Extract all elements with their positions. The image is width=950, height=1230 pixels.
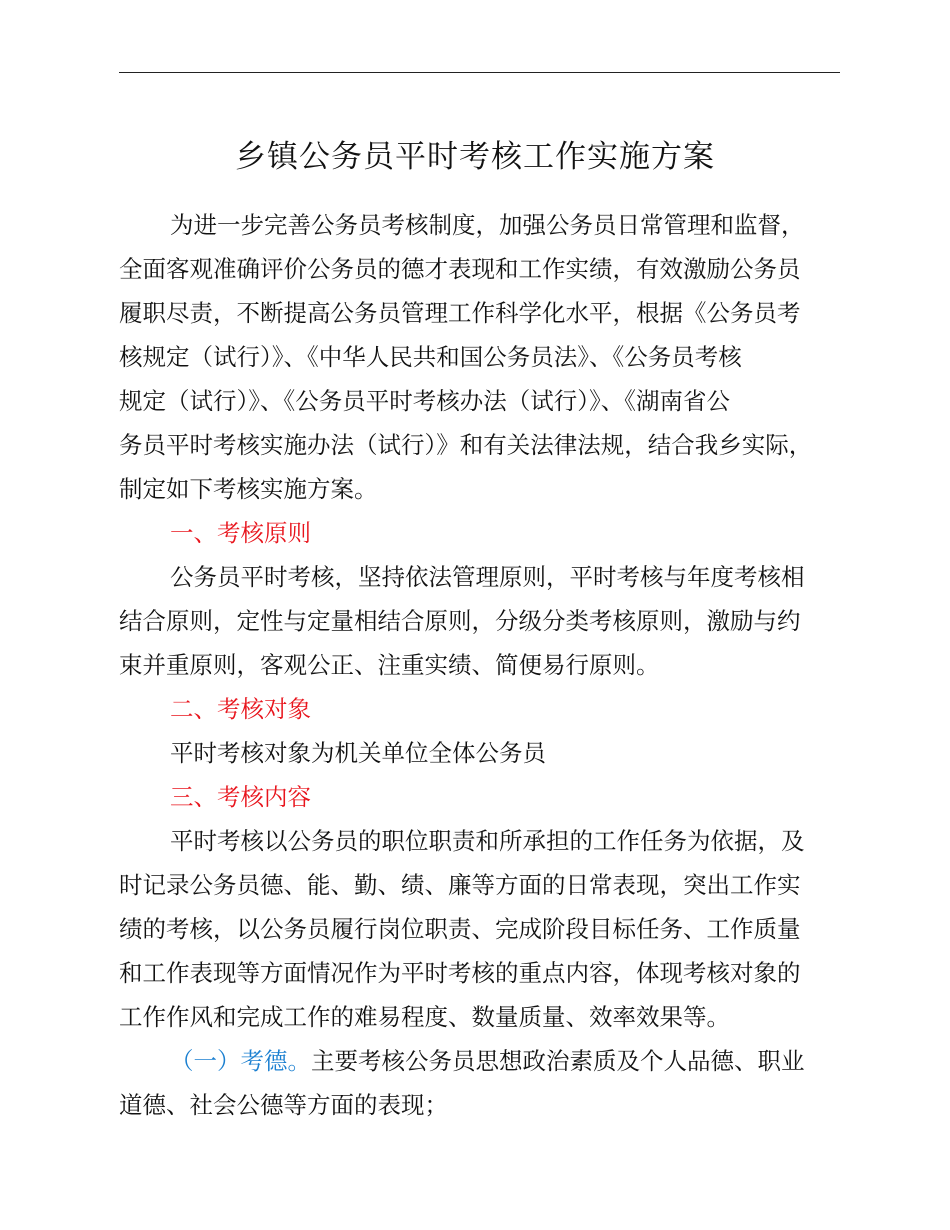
- subsection-text: 主要考核公务员思想政治素质及个人品德、职业: [311, 1047, 805, 1075]
- paragraph-line: 全面客观准确评价公务员的德才表现和工作实绩，有效激励公务员: [119, 255, 801, 283]
- subsection-line: [170, 1039, 805, 1083]
- paragraph-line: 平时考核对象为机关单位全体公务员: [170, 739, 546, 767]
- paragraph-line: 履职尽责，不断提高公务员管理工作科学化水平，根据《公务员考: [119, 299, 801, 327]
- section-heading-content: 三、考核内容: [170, 783, 311, 811]
- paragraph-line: 和工作表现等方面情况作为平时考核的重点内容，体现考核对象的: [119, 959, 801, 987]
- paragraph-line: 核规定（试行）》、《中华人民共和国公务员法》、《公务员考核: [119, 343, 742, 371]
- paragraph-line: 为进一步完善公务员考核制度，加强公务员日常管理和监督，: [170, 211, 805, 239]
- section-heading-subjects: 二、考核对象: [170, 695, 311, 723]
- paragraph-line: 平时考核以公务员的职位职责和所承担的工作任务为依据，及: [170, 827, 805, 855]
- paragraph-line: 工作作风和完成工作的难易程度、数量质量、效率效果等。: [119, 1003, 730, 1031]
- subsection-heading-morality: （一）考德。: [170, 1047, 311, 1075]
- paragraph-line: 规定（试行）》、《公务员平时考核办法（试行）》、《湖南省公: [119, 387, 730, 415]
- paragraph-line: 结合原则，定性与定量相结合原则，分级分类考核原则，激励与约: [119, 607, 801, 635]
- header-rule: [119, 72, 840, 73]
- section-heading-principles: 一、考核原则: [170, 519, 311, 547]
- paragraph-line: 时记录公务员德、能、勤、绩、廉等方面的日常表现，突出工作实: [119, 871, 801, 899]
- paragraph-line: 束并重原则，客观公正、注重实绩、简便易行原则。: [119, 651, 660, 679]
- paragraph-line: 公务员平时考核，坚持依法管理原则，平时考核与年度考核相: [170, 563, 805, 591]
- paragraph-line: 绩的考核，以公务员履行岗位职责、完成阶段目标任务、工作质量: [119, 915, 801, 943]
- paragraph-line: 务员平时考核实施办法（试行）》和有关法律法规，结合我乡实际，: [119, 431, 813, 459]
- paragraph-line: 道德、社会公德等方面的表现；: [119, 1091, 448, 1119]
- page-title: 乡镇公务员平时考核工作实施方案: [235, 139, 715, 175]
- paragraph-line: 制定如下考核实施方案。: [119, 475, 378, 503]
